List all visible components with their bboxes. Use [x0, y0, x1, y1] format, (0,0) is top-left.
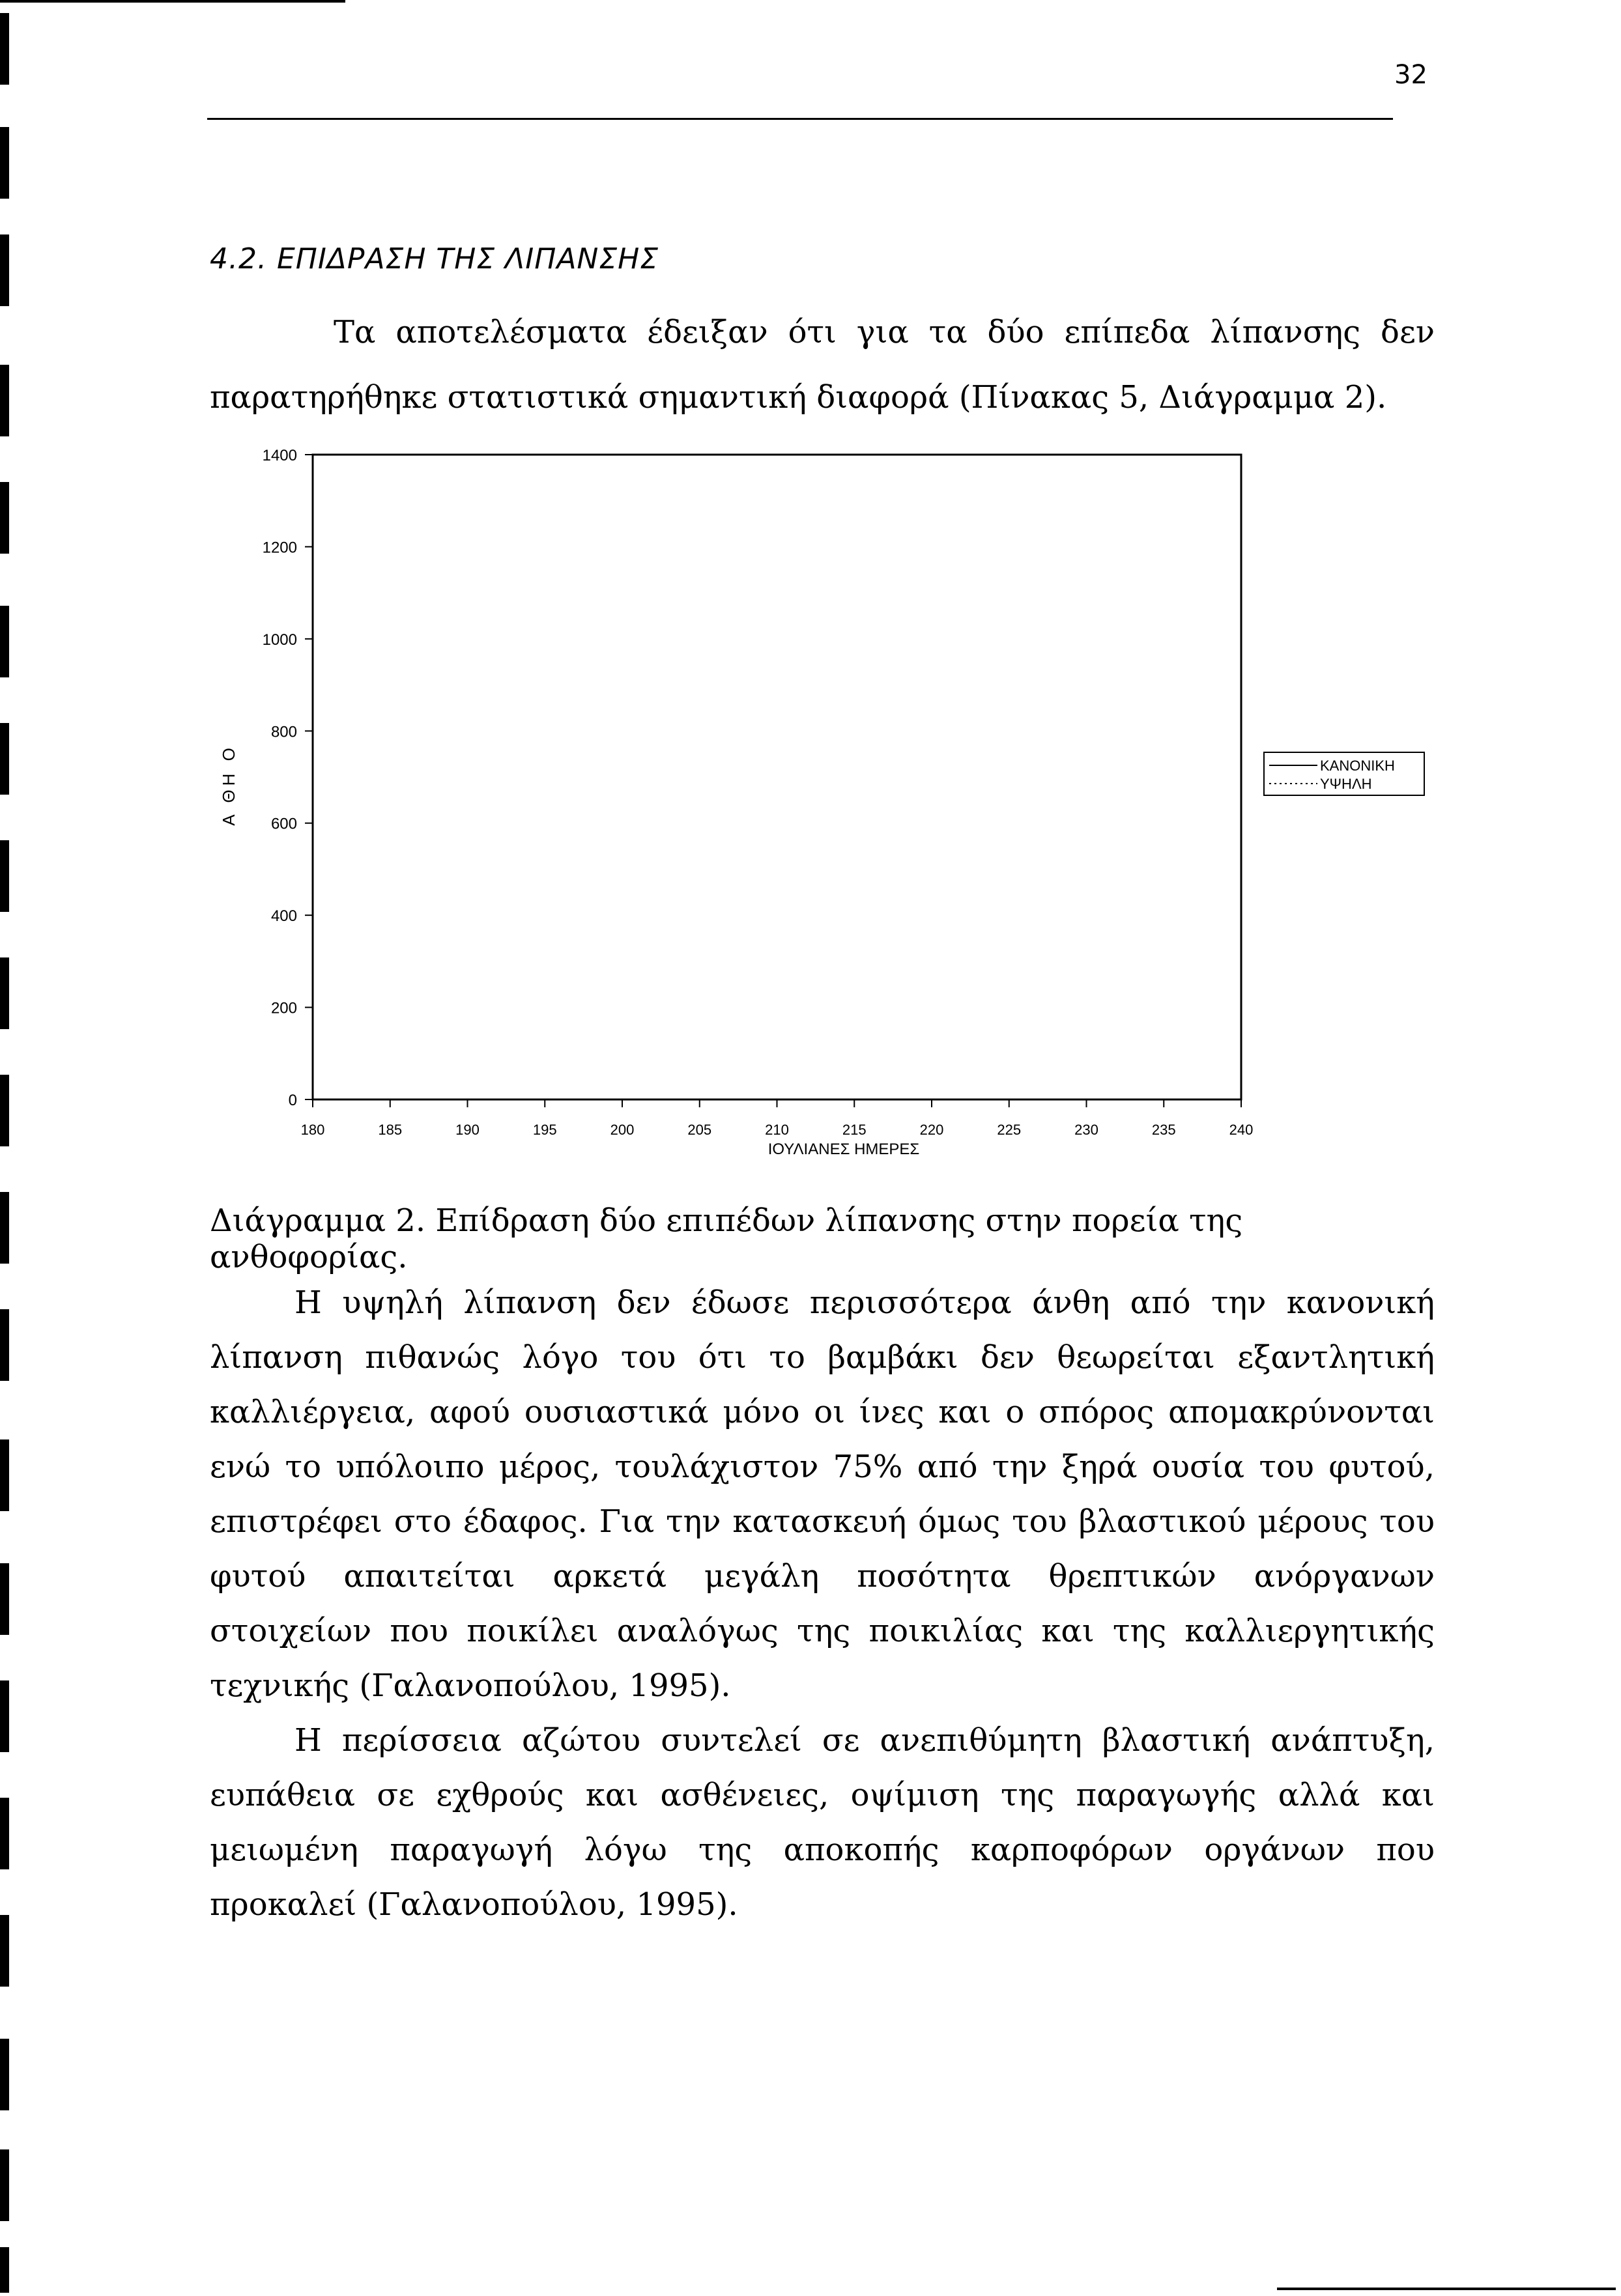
x-tick-label: 215 — [842, 1122, 867, 1138]
binding-mark — [0, 1563, 9, 1635]
x-tick-label: 180 — [300, 1122, 325, 1138]
flowering-chart — [195, 430, 1459, 1185]
binding-mark — [0, 1915, 9, 1987]
x-tick-label: 230 — [1074, 1122, 1098, 1138]
legend-label: ΚΑΝΟΝΙΚΗ — [1320, 758, 1395, 774]
scan-edge-line — [0, 0, 345, 3]
figure-caption: Διάγραμμα 2. Επίδραση δύο επιπέδων λίπανσης στην πορεία της ανθοφορίας. — [210, 1202, 1243, 1275]
paragraph-2: Η περίσσεια αζώτου συντελεί σε ανεπιθύμητη βλαστική ανάπτυξη, ευπάθεια σε εχθρούς και ασθένειες, οψίμιση της παραγωγής αλλά και μειωμένη παραγωγή λόγω της αποκοπής καρποφόρων οργάνων που προκαλεί (Γαλανοπούλου, 1995). — [210, 1722, 1435, 1923]
binding-mark — [0, 2149, 9, 2221]
y-axis-label: Α ΘΗ Ο — [219, 744, 238, 826]
y-tick-label: 600 — [270, 815, 297, 833]
x-tick-label: 190 — [455, 1122, 480, 1138]
binding-mark — [0, 957, 9, 1029]
y-tick-label: 200 — [270, 999, 297, 1017]
intro-text: Τα αποτελέσματα έδειξαν ότι για τα δύο επίπεδα λίπανσης δεν παρατηρήθηκε στατιστικά σημαντική διαφορά (Πίνακας 5, Διάγραμμα 2). — [210, 314, 1435, 416]
header-rule — [207, 118, 1393, 120]
binding-mark — [0, 365, 9, 436]
y-tick-label: 1000 — [262, 631, 297, 649]
x-tick-label: 185 — [378, 1122, 403, 1138]
page-number: 32 — [1394, 60, 1427, 90]
body-text — [210, 1275, 1435, 1932]
x-tick-label: 225 — [997, 1122, 1022, 1138]
x-tick-label: 205 — [687, 1122, 712, 1138]
binding-mark — [0, 13, 9, 85]
binding-mark — [0, 482, 9, 554]
x-tick-label: 220 — [919, 1122, 944, 1138]
plot-border — [313, 455, 1241, 1099]
x-tick-label: 240 — [1229, 1122, 1254, 1138]
binding-mark — [0, 1309, 9, 1381]
y-tick-label: 1200 — [262, 539, 297, 557]
binding-mark — [0, 1439, 9, 1511]
binding-mark — [0, 723, 9, 795]
binding-mark — [0, 606, 9, 677]
intro-paragraph — [210, 300, 1435, 430]
binding-mark — [0, 1680, 9, 1752]
plot-area — [313, 455, 1241, 1099]
x-axis-label: ΙΟΥΛΙΑΝΕΣ ΗΜΕΡΕΣ — [767, 1141, 920, 1158]
y-tick-label: 0 — [288, 1092, 297, 1109]
x-tick-label: 210 — [765, 1122, 789, 1138]
x-tick-label: 235 — [1151, 1122, 1176, 1138]
binding-mark — [0, 2039, 9, 2110]
y-axis — [263, 447, 313, 1109]
binding-mark — [0, 1798, 9, 1869]
binding-mark — [0, 2247, 9, 2293]
x-tick-label: 200 — [610, 1122, 635, 1138]
binding-mark — [0, 127, 9, 199]
binding-mark — [0, 234, 9, 306]
y-tick-label: 1400 — [262, 447, 297, 464]
binding-mark — [0, 1075, 9, 1146]
y-tick-label: 400 — [270, 907, 297, 926]
section-heading: 4.2. ΕΠΙΔΡΑΣΗ ΤΗΣ ΛΙΠΑΝΣΗΣ — [210, 242, 659, 276]
legend — [1264, 752, 1424, 795]
binding-mark — [0, 1192, 9, 1264]
x-tick-label: 195 — [532, 1122, 557, 1138]
paragraph-1: Η υψηλή λίπανση δεν έδωσε περισσότερα άνθη από την κανονική λίπανση πιθανώς λόγο του ότι το βαμβάκι δεν θεωρείται εξαντλητική καλλιέργεια, αφού ουσιαστικά μόνο οι ίνες και ο σπόρος απομακρύνονται ενώ το υπόλοιπο μέρος, τουλάχιστον 75% από την ξηρά ουσία του φυτού, επιστρέφει στο έδαφος. Για την κατασκευή όμως του βλαστικού μέρους του φυτού απαιτείται αρκετά μεγάλη ποσότητα θρεπτικών ανόργανων στοιχείων που ποικίλει αναλόγως της ποικιλίας και της καλλιεργητικής τεχνικής (Γαλανοπούλου, 1995). — [210, 1284, 1435, 1704]
legend-label: ΥΨΗΛΗ — [1320, 776, 1372, 792]
x-axis — [301, 1099, 1254, 1138]
binding-mark — [0, 840, 9, 912]
scan-edge-line-bottom — [1277, 2288, 1616, 2290]
y-tick-label: 800 — [270, 723, 297, 741]
